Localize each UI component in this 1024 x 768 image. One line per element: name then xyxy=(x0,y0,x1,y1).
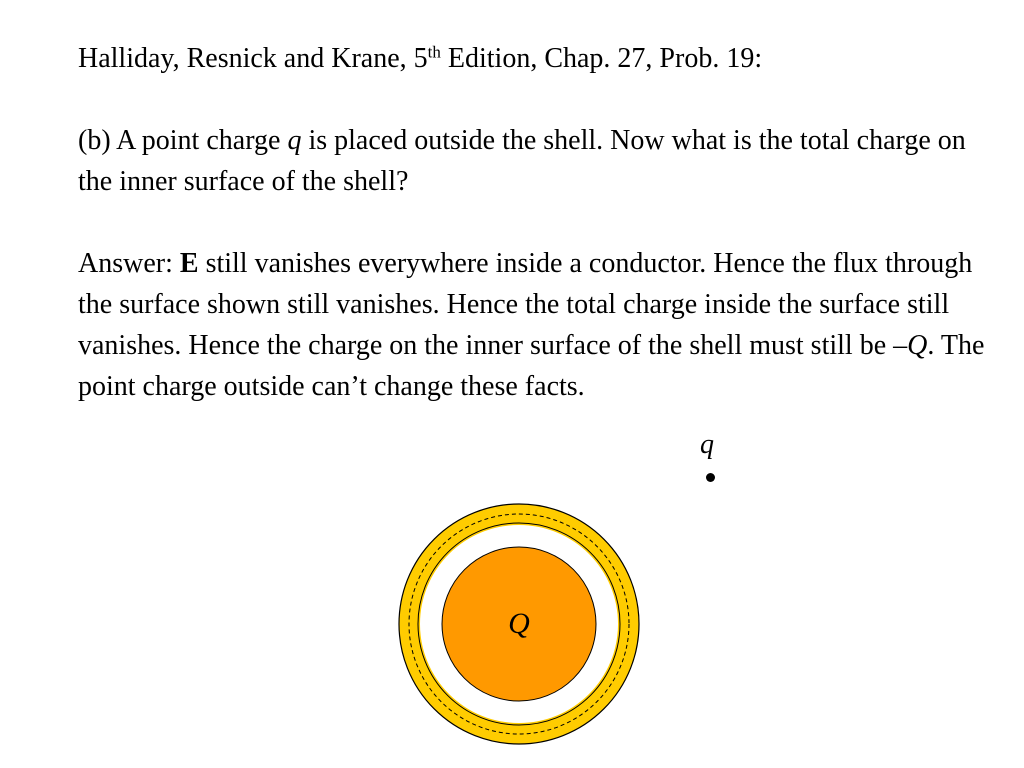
question-paragraph xyxy=(78,120,998,202)
heading-suffix: Edition, Chap. 27, Prob. 19: xyxy=(440,43,763,74)
answer-paragraph xyxy=(78,243,998,407)
answer-text-before: still vanishes everywhere inside a conductor. Hence the flux through the surface shown still vanishes. Hence the total charge inside the surface still vanishes. Hence the charge on the inner surface of the shell must still be – xyxy=(78,248,973,361)
answer-field-symbol: E xyxy=(179,248,199,279)
question-text-after: is placed outside the shell. Now what is the total charge on the inner surface of the shell? xyxy=(78,125,966,197)
slide-text xyxy=(78,38,998,407)
heading-prefix: Halliday, Resnick and Krane, 5 xyxy=(78,43,428,74)
answer-charge-symbol: Q xyxy=(907,330,928,361)
shell-figure xyxy=(396,501,642,747)
question-text-before: (b) A point charge xyxy=(78,125,288,156)
answer-text-after: . The point charge outside can’t change these facts. xyxy=(78,330,985,402)
point-charge-label: q xyxy=(700,429,714,460)
question-charge-symbol: q xyxy=(287,125,302,156)
problem-heading xyxy=(78,38,998,79)
point-charge-dot xyxy=(706,473,715,482)
inner-charge-label: Q xyxy=(508,607,530,640)
shell-diagram xyxy=(396,501,642,747)
answer-label: Answer: xyxy=(78,248,180,279)
heading-superscript: th xyxy=(427,42,441,62)
